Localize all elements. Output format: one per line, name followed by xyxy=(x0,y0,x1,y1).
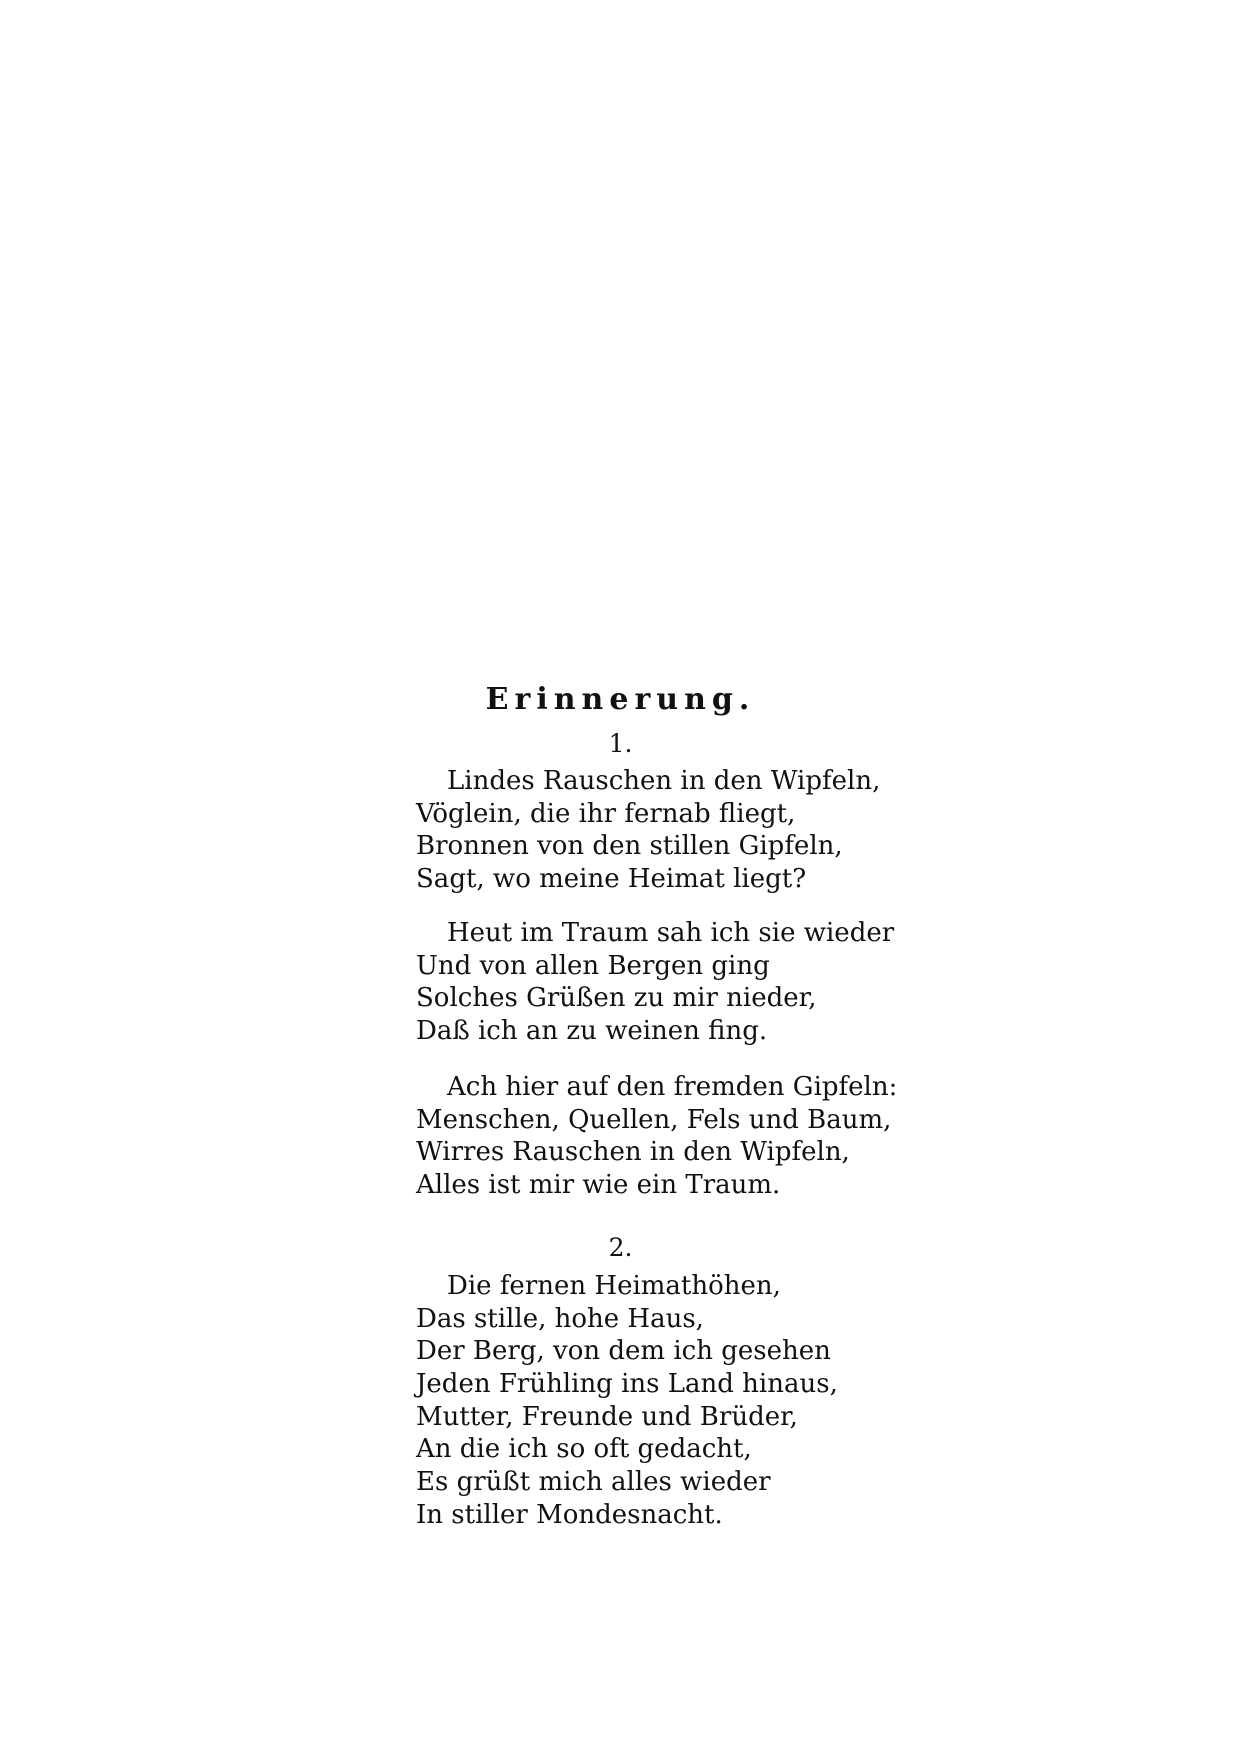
verse-line: Daß ich an zu weinen fing. xyxy=(416,1016,768,1047)
verse-line: Jeden Frühling ins Land hinaus, xyxy=(416,1369,838,1400)
stanza xyxy=(416,1270,886,1532)
verse-line: Bronnen von den stillen Gipfeln, xyxy=(416,831,843,862)
verse-line: Der Berg, von dem ich gesehen xyxy=(416,1336,831,1367)
stanza xyxy=(416,765,886,896)
stanza xyxy=(416,917,895,1048)
verse-line: Vöglein, die ihr fernab fliegt, xyxy=(416,798,796,829)
verse-line: An die ich so oft gedacht, xyxy=(416,1434,752,1465)
verse-line: Ach hier auf den fremden Gipfeln: xyxy=(447,1072,898,1102)
verse-line: Sagt, wo meine Heimat liegt? xyxy=(416,864,807,895)
verse-line: Es grüßt mich alles wieder xyxy=(416,1467,771,1498)
verse-line: Die fernen Heimathöhen, xyxy=(447,1271,781,1301)
verse-line: Alles ist mir wie ein Traum. xyxy=(416,1170,781,1201)
verse-line: Das stille, hohe Haus, xyxy=(416,1303,704,1334)
verse-line: In stiller Mondesnacht. xyxy=(416,1499,723,1530)
poem-title: Erinnerung. xyxy=(485,682,756,717)
verse-line: Mutter, Freunde und Brüder, xyxy=(416,1401,798,1432)
section-number: 2. xyxy=(608,1233,633,1262)
verse-line: Und von allen Bergen ging xyxy=(416,950,770,981)
verse-line: Solches Grüßen zu mir nieder, xyxy=(416,983,817,1014)
section-number: 1. xyxy=(608,729,633,758)
verse-line: Wirres Rauschen in den Wipfeln, xyxy=(416,1137,850,1168)
verse-line: Menschen, Quellen, Fels und Baum, xyxy=(416,1104,892,1135)
verse-line: Lindes Rauschen in den Wipfeln, xyxy=(447,766,881,796)
stanza xyxy=(416,1071,898,1202)
verse-line: Heut im Traum sah ich sie wieder xyxy=(447,918,895,948)
